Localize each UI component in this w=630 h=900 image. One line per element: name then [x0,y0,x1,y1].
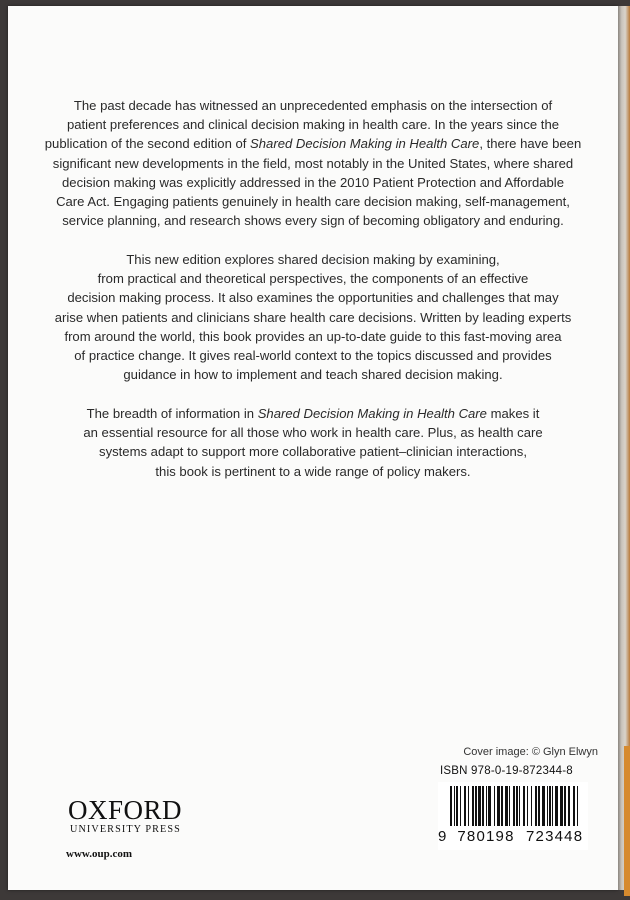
barcode-bar [472,786,474,826]
blurb-paragraph-3 [38,404,588,481]
blurb-line: service planning, and research shows every sign of becoming obligatory and enduring. [62,213,564,229]
barcode-bar [475,786,477,826]
barcode-bar [454,786,455,826]
barcode-bar [478,786,481,826]
barcode-bar [501,786,503,826]
cover-image-credit: Cover image: © Glyn Elwyn [463,746,598,758]
book-title-italic: Shared Decision Making in Health Care [250,136,480,152]
barcode-bar [564,786,566,826]
barcode-bar [542,786,545,826]
blurb-line: an essential resource for all those who work in health care. Plus, as health care [83,425,543,441]
blurb-line: guidance in how to implement and teach shared decision making. [123,367,503,383]
back-cover [8,6,618,890]
blurb-line: decision making was explicitly addressed in the 2010 Patient Protection and Affordable [62,174,564,190]
blurb-text: , there have been [479,136,582,152]
barcode-bar [538,786,540,826]
barcode-number [438,828,588,845]
barcode-bar [573,786,575,826]
barcode-bar [488,786,491,826]
blurb-line: from around the world, this book provides an up-to-date guide to this fast-moving area [64,328,562,344]
barcode-bar [450,786,452,826]
book-spine-edge [618,6,630,890]
barcode-bar [456,786,458,826]
barcode-bar [531,786,532,826]
blurb-line [38,134,588,153]
blurb-paragraph-2 [38,250,588,384]
barcode-bar [555,786,558,826]
barcode-bar [460,786,461,826]
barcode-bar [509,786,510,826]
blurb-line: from practical and theoretical perspectives, the components of an effective [97,271,529,287]
barcode-bar [468,786,469,826]
blurb-paragraph-1 [38,96,588,230]
barcode-bar [523,786,525,826]
barcode-bars [438,782,588,830]
barcode-lead-digit: 9 [438,828,448,845]
blurb-line [38,404,588,423]
barcode-bar [482,786,484,826]
barcode-bar [552,786,553,826]
barcode-bar [505,786,508,826]
barcode-right-digits: 723448 [526,828,584,845]
barcode-bar [494,786,495,826]
blurb-line: systems adapt to support more collaborative patient–clinician interactions, [99,444,527,460]
blurb-line: patient preferences and clinical decision making in health care. In the years since the [66,117,560,133]
barcode-left-digits: 780198 [457,828,515,845]
barcode-bar [519,786,520,826]
barcode-bar [535,786,537,826]
spine-accent [624,746,630,896]
publisher-subtitle: UNIVERSITY PRESS [70,824,181,835]
blurb-text: publication of the second edition of [44,136,251,152]
blurb-line: The past decade has witnessed an unprecedented emphasis on the intersection of [73,98,553,113]
blurb-text: makes it [486,406,540,421]
barcode-bar [516,786,518,826]
blurb-line: arise when patients and clinicians share health care decisions. Written by leading experts [54,309,572,325]
barcode-bar [568,786,570,826]
publisher-logo [68,796,182,835]
blurb-line: of practice change. It gives real-world context to the topics discussed and provides [74,348,552,364]
barcode-bar [560,786,563,826]
isbn-label: ISBN 978-0-19-872344-8 [440,765,573,777]
barcode-bar [549,786,551,826]
blurb-line: Care Act. Engaging patients genuinely in health care decision making, self-management, [56,194,570,210]
publisher-url: www.oup.com [66,848,133,860]
blurb-line: This new edition explores shared decision making by examining, [126,252,500,267]
publisher-name: OXFORD [68,795,183,825]
blurb-text: The breadth of information in [86,406,258,421]
book-title-italic: Shared Decision Making in Health Care [257,406,487,421]
barcode-bar [527,786,528,826]
blurb-line: this book is pertinent to a wide range of policy makers. [155,463,471,479]
barcode-bar [513,786,515,826]
barcode-bar [547,786,548,826]
blurb-line: decision making process. It also examines the opportunities and challenges that may [67,290,559,306]
barcode-bar [464,786,466,826]
barcode-bar [497,786,500,826]
barcode-bar [577,786,578,826]
barcode-bar [486,786,487,826]
blurb-line: significant new developments in the field, most notably in the United States, where shared [52,155,574,171]
